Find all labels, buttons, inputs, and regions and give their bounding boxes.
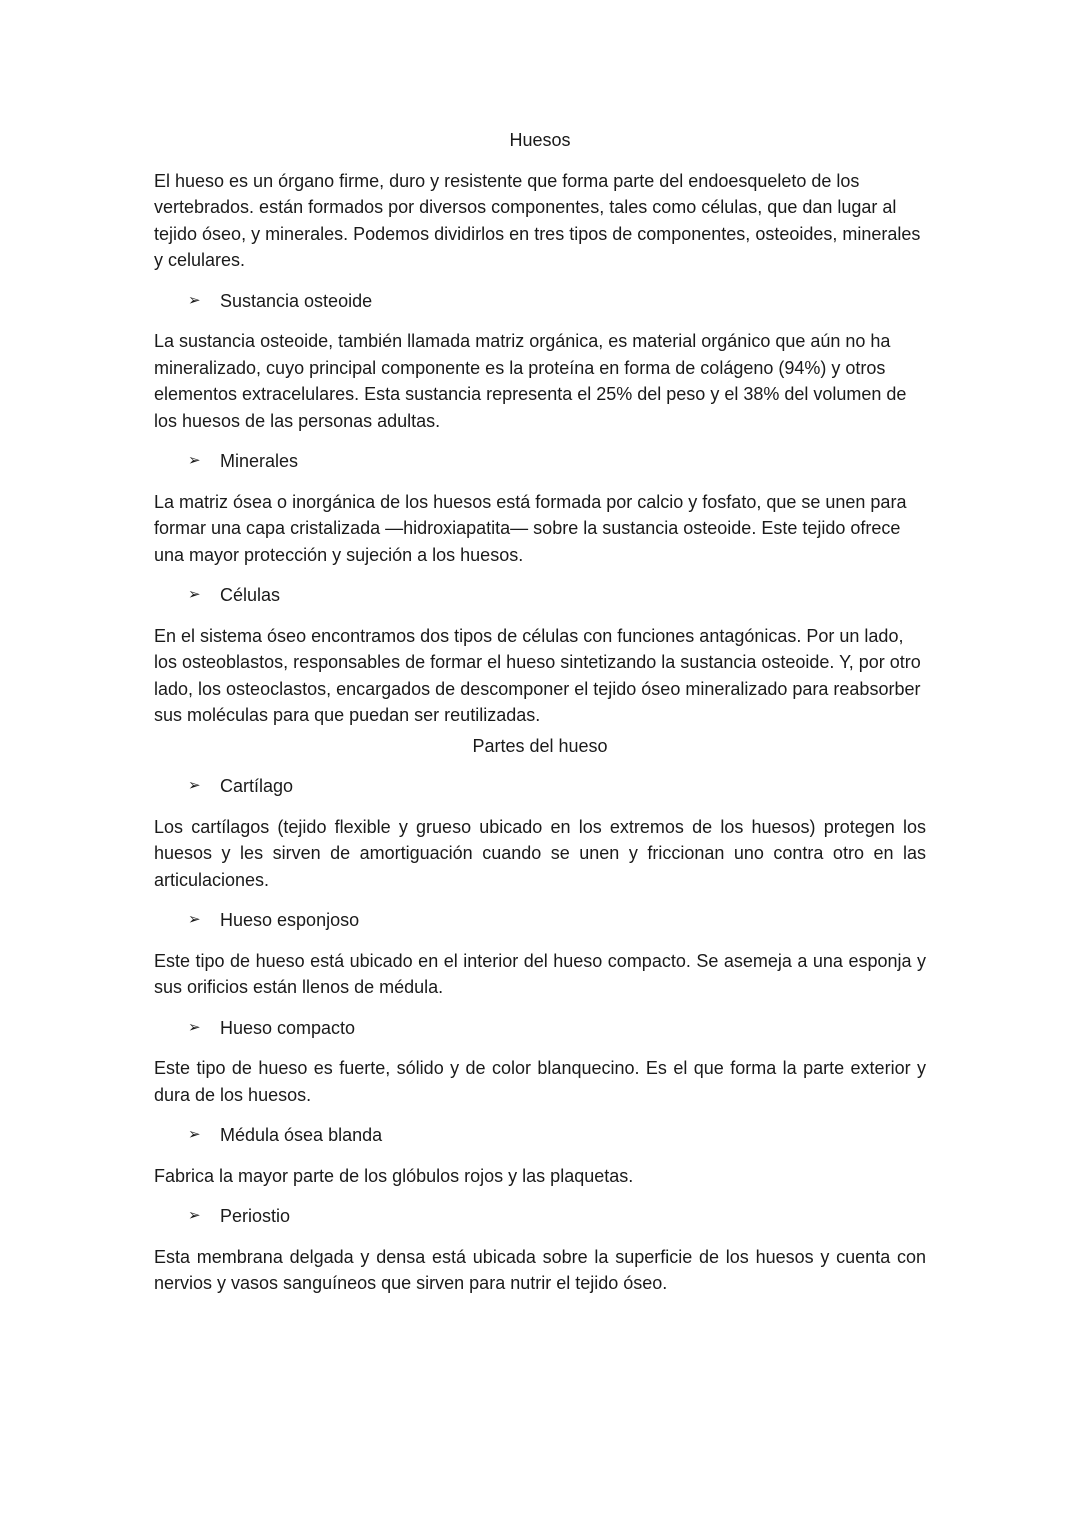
part-heading-label: Hueso compacto bbox=[220, 1017, 356, 1038]
section-heading-label: Células bbox=[220, 585, 281, 605]
section-paragraph: La matriz ósea o inorgánica de los huesos está formada por calcio y fosfato, que se unen para formar una capa cristalizada —hidroxiapatita— sobre la sustancia osteoide. Este tejido ofrece una mayor protección y sujeción a los huesos. bbox=[154, 491, 907, 565]
section-title: Partes del hueso bbox=[472, 735, 608, 756]
part-heading-label: Médula ósea blanda bbox=[220, 1125, 383, 1145]
section-paragraph: En el sistema óseo encontramos dos tipos de células con funciones antagónicas. Por un lado, los osteoblastos, responsables de formar el hueso sintetizando la sustancia osteoide. Y, por otro lado, los osteoclastos, encargados de descomponer el tejido óseo mineralizado para reabsorber sus moléculas para que puedan ser reutilizadas. bbox=[154, 625, 921, 725]
part-paragraph: Este tipo de hueso está ubicado en el interior del hueso compacto. Se asemeja a una esponja y sus orificios están llenos de médula. bbox=[154, 950, 926, 997]
section-heading-celulas bbox=[154, 582, 926, 609]
part-paragraph: Esta membrana delgada y densa está ubicada sobre la superficie de los huesos y cuenta con nervios y vasos sanguíneos que sirven para nutrir el tejido óseo. bbox=[154, 1246, 926, 1293]
part-heading-label: Periostio bbox=[220, 1206, 291, 1226]
section-heading-minerales bbox=[154, 448, 926, 475]
part-heading-label: Hueso esponjoso bbox=[220, 910, 360, 930]
arrow-bullet-icon: ➢ bbox=[188, 291, 201, 309]
arrow-bullet-icon: ➢ bbox=[188, 452, 201, 469]
arrow-bullet-icon: ➢ bbox=[188, 777, 201, 794]
document-page bbox=[154, 127, 926, 1311]
section-heading-label: Sustancia osteoide bbox=[220, 290, 373, 311]
arrow-bullet-icon: ➢ bbox=[188, 1018, 201, 1036]
arrow-bullet-icon: ➢ bbox=[188, 586, 201, 603]
arrow-bullet-icon: ➢ bbox=[188, 1207, 201, 1224]
part-heading-cartilago bbox=[154, 773, 926, 800]
section-heading-sustancia-osteoide bbox=[154, 288, 926, 315]
part-heading-label: Cartílago bbox=[220, 776, 294, 796]
part-heading-hueso-esponjoso bbox=[154, 907, 926, 934]
arrow-bullet-icon: ➢ bbox=[188, 1126, 201, 1143]
page-title: Huesos bbox=[509, 130, 571, 150]
arrow-bullet-icon: ➢ bbox=[188, 911, 201, 928]
part-paragraph: Los cartílagos (tejido flexible y grueso ubicado en los extremos de los huesos) protegen los huesos y les sirven de amortiguación cuando se unen y friccionan uno contra otro en las articulaciones. bbox=[154, 816, 926, 890]
part-paragraph: Este tipo de hueso es fuerte, sólido y de color blanquecino. Es el que forma la parte exterior y dura de los huesos. bbox=[154, 1058, 926, 1105]
intro-paragraph: El hueso es un órgano firme, duro y resistente que forma parte del endoesqueleto de los vertebrados. están formados por diversos componentes, tales como células, que dan lugar al tejido óseo, y minerales. Podemos dividirlos en tres tipos de componentes, osteoides, minerales y celulares. bbox=[154, 170, 921, 270]
part-paragraph: Fabrica la mayor parte de los glóbulos rojos y las plaquetas. bbox=[154, 1165, 634, 1186]
part-heading-medula-osea-blanda bbox=[154, 1122, 926, 1149]
section-heading-label: Minerales bbox=[220, 451, 299, 471]
part-heading-periostio bbox=[154, 1203, 926, 1230]
part-heading-hueso-compacto bbox=[154, 1015, 926, 1042]
section-paragraph: La sustancia osteoide, también llamada matriz orgánica, es material orgánico que aún no ha mineralizado, cuyo principal componente es la proteína en forma de colágeno (94%) y otros elementos extracelulares. Esta sustancia representa el 25% del peso y el 38% del volumen de los huesos de las personas adultas. bbox=[154, 331, 907, 431]
